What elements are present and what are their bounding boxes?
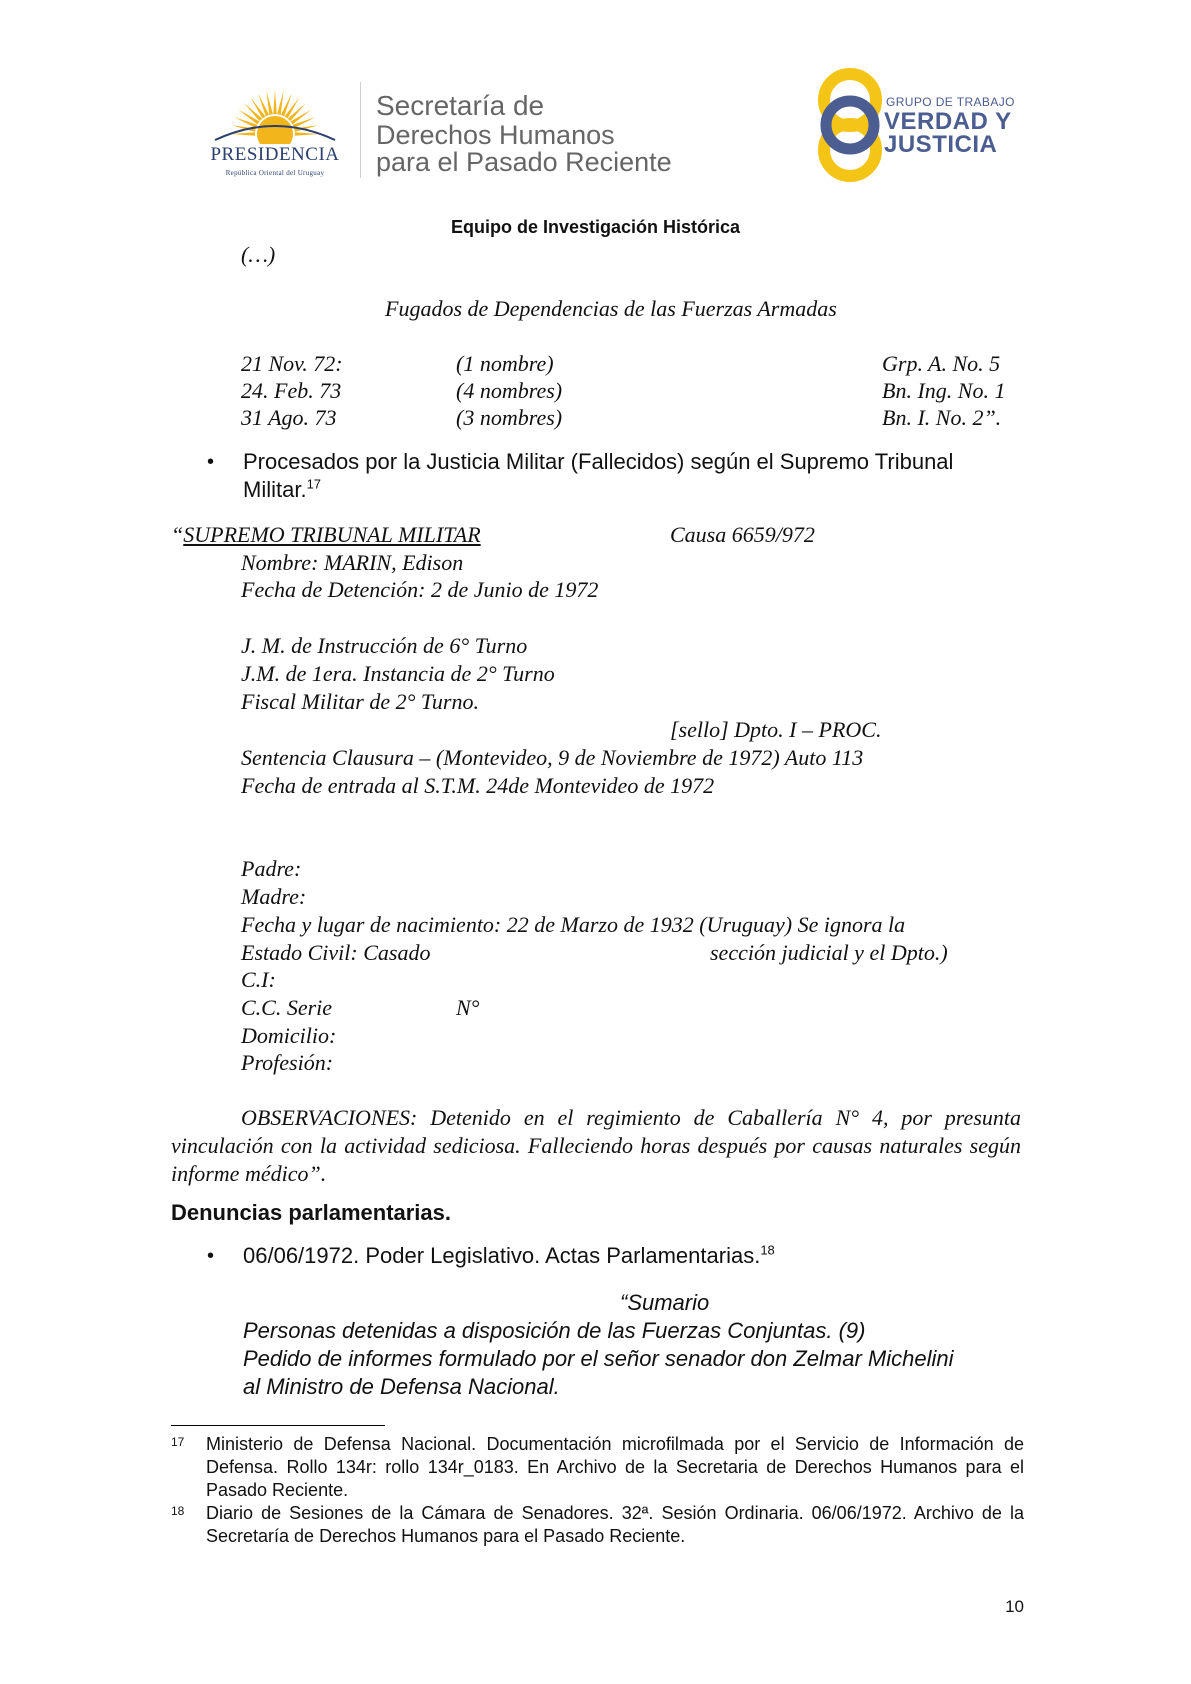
fugados-unit: Bn. Ing. No. 1 [882, 378, 1006, 403]
fugados-title: Fugados de Dependencias de las Fuerzas Armadas [385, 296, 837, 321]
secretaria-line-2: Derechos Humanos [376, 120, 615, 150]
page-number: 10 [1005, 1597, 1024, 1616]
sumario-line-3: al Ministro de Defensa Nacional. [243, 1374, 560, 1399]
stm-padre: Padre: [241, 856, 302, 881]
bullet-actas [243, 1243, 775, 1269]
secretaria-line-3: para el Pasado Reciente [376, 147, 672, 177]
footnote-number: 18 [171, 1504, 185, 1518]
footnote-17: Ministerio de Defensa Nacional. Documentación microfilmada por el Servicio de Información de Defensa. Rollo 134r: rollo 134r_0183. En Archivo de la Secretaria de Derechos Humanos para el Pasado Reciente. [206, 1434, 1024, 1500]
stm-heading-text: SUPREMO TRIBUNAL MILITAR [183, 522, 481, 547]
fugados-count: (4 nombres) [456, 378, 563, 403]
fugados-count: (1 nombre) [456, 351, 554, 376]
fugados-unit: Grp. A. No. 5 [882, 351, 1001, 376]
stm-domicilio: Domicilio: [241, 1023, 337, 1048]
stm-detencion: Fecha de Detención: 2 de Junio de 1972 [241, 577, 599, 602]
bullet-actas-text: 06/06/1972. Poder Legislativo. Actas Parlamentarias. [243, 1243, 761, 1268]
sun-ray [266, 91, 272, 115]
stm-seccion: sección judicial y el Dpto.) [710, 940, 948, 965]
stm-instancia: J.M. de 1era. Instancia de 2° Turno [241, 661, 555, 686]
verdad-label: VERDAD Y [884, 108, 1012, 135]
sumario-line-2: Pedido de informes formulado por el señor senador don Zelmar Michelini [243, 1346, 954, 1371]
presidencia-subtitle: República Oriental del Uruguay [225, 169, 325, 177]
stm-madre: Madre: [241, 884, 307, 909]
grupo-trabajo-label: GRUPO DE TRABAJO [886, 95, 1015, 109]
stm-profesion: Profesión: [241, 1050, 334, 1075]
footnote-separator [171, 1425, 385, 1426]
presidencia-logo [195, 82, 355, 182]
stm-heading [171, 522, 481, 548]
stm-estado-civil: Estado Civil: Casado [241, 940, 431, 965]
stm-cc-num: N° [456, 995, 480, 1020]
stm-fiscal: Fiscal Militar de 2° Turno. [241, 689, 479, 714]
stm-observaciones: OBSERVACIONES: Detenido en el regimiento de Caballería N° 4, por presunta vinculación con la actividad sediciosa. Falleciendo horas después por causas naturales según informe médico”. [171, 1105, 1021, 1186]
sun-icon [195, 82, 355, 144]
footnote-18: Diario de Sesiones de la Cámara de Senadores. 32ª. Sesión Ordinaria. 06/06/1972. Archivo de la Secretaría de Derechos Humanos para el Pasado Reciente. [206, 1503, 1024, 1546]
fugados-date: 21 Nov. 72: [241, 351, 343, 376]
footnote-number: 17 [171, 1435, 185, 1449]
bullet-icon: • [207, 1245, 215, 1267]
sun-ray [277, 91, 283, 115]
bullet-procesados-line-1: Procesados por la Justicia Militar (Fallecidos) según el Supremo Tribunal [243, 449, 954, 474]
bullet-icon: • [207, 451, 215, 473]
stm-entrada: Fecha de entrada al S.T.M. 24de Montevideo de 1972 [241, 773, 715, 798]
header-divider [360, 82, 361, 178]
stm-causa: Causa 6659/972 [670, 522, 815, 547]
stm-sello: [sello] Dpto. I – PROC. [670, 717, 882, 742]
stm-instruccion: J. M. de Instrucción de 6° Turno [241, 633, 528, 658]
secretaria-line-1: Secretaría de [376, 90, 545, 121]
ellipsis: (…) [241, 242, 276, 267]
bullet-procesados-line-2 [243, 477, 321, 503]
bullet-procesados-text: Militar. [243, 477, 307, 502]
fugados-unit: Bn. I. No. 2”. [882, 405, 1002, 430]
sumario-label: “Sumario [620, 1290, 710, 1315]
stm-nombre: Nombre: MARIN, Edison [241, 550, 464, 575]
footnote-ref: 18 [760, 1242, 775, 1258]
justicia-label: JUSTICIA [884, 131, 998, 158]
stm-ci: C.I: [241, 967, 276, 992]
presidencia-name: PRESIDENCIA [210, 144, 340, 165]
footnote-ref: 17 [306, 476, 322, 492]
open-quote: “ [171, 522, 184, 547]
denuncias-heading: Denuncias parlamentarias. [171, 1200, 452, 1225]
fugados-date: 24. Feb. 73 [241, 378, 342, 403]
sun-ray [273, 90, 277, 114]
sumario-line-1: Personas detenidas a disposición de las Fuerzas Conjuntas. (9) [243, 1318, 866, 1343]
fugados-count: (3 nombres) [456, 405, 563, 430]
stm-sentencia: Sentencia Clausura – (Montevideo, 9 de Noviembre de 1972) Auto 113 [241, 745, 864, 770]
stm-cc-serie: C.C. Serie [241, 995, 333, 1020]
fugados-date: 31 Ago. 73 [241, 405, 337, 430]
stm-nacimiento: Fecha y lugar de nacimiento: 22 de Marzo de 1932 (Uruguay) Se ignora la [241, 912, 906, 937]
team-title: Equipo de Investigación Histórica [450, 217, 741, 237]
